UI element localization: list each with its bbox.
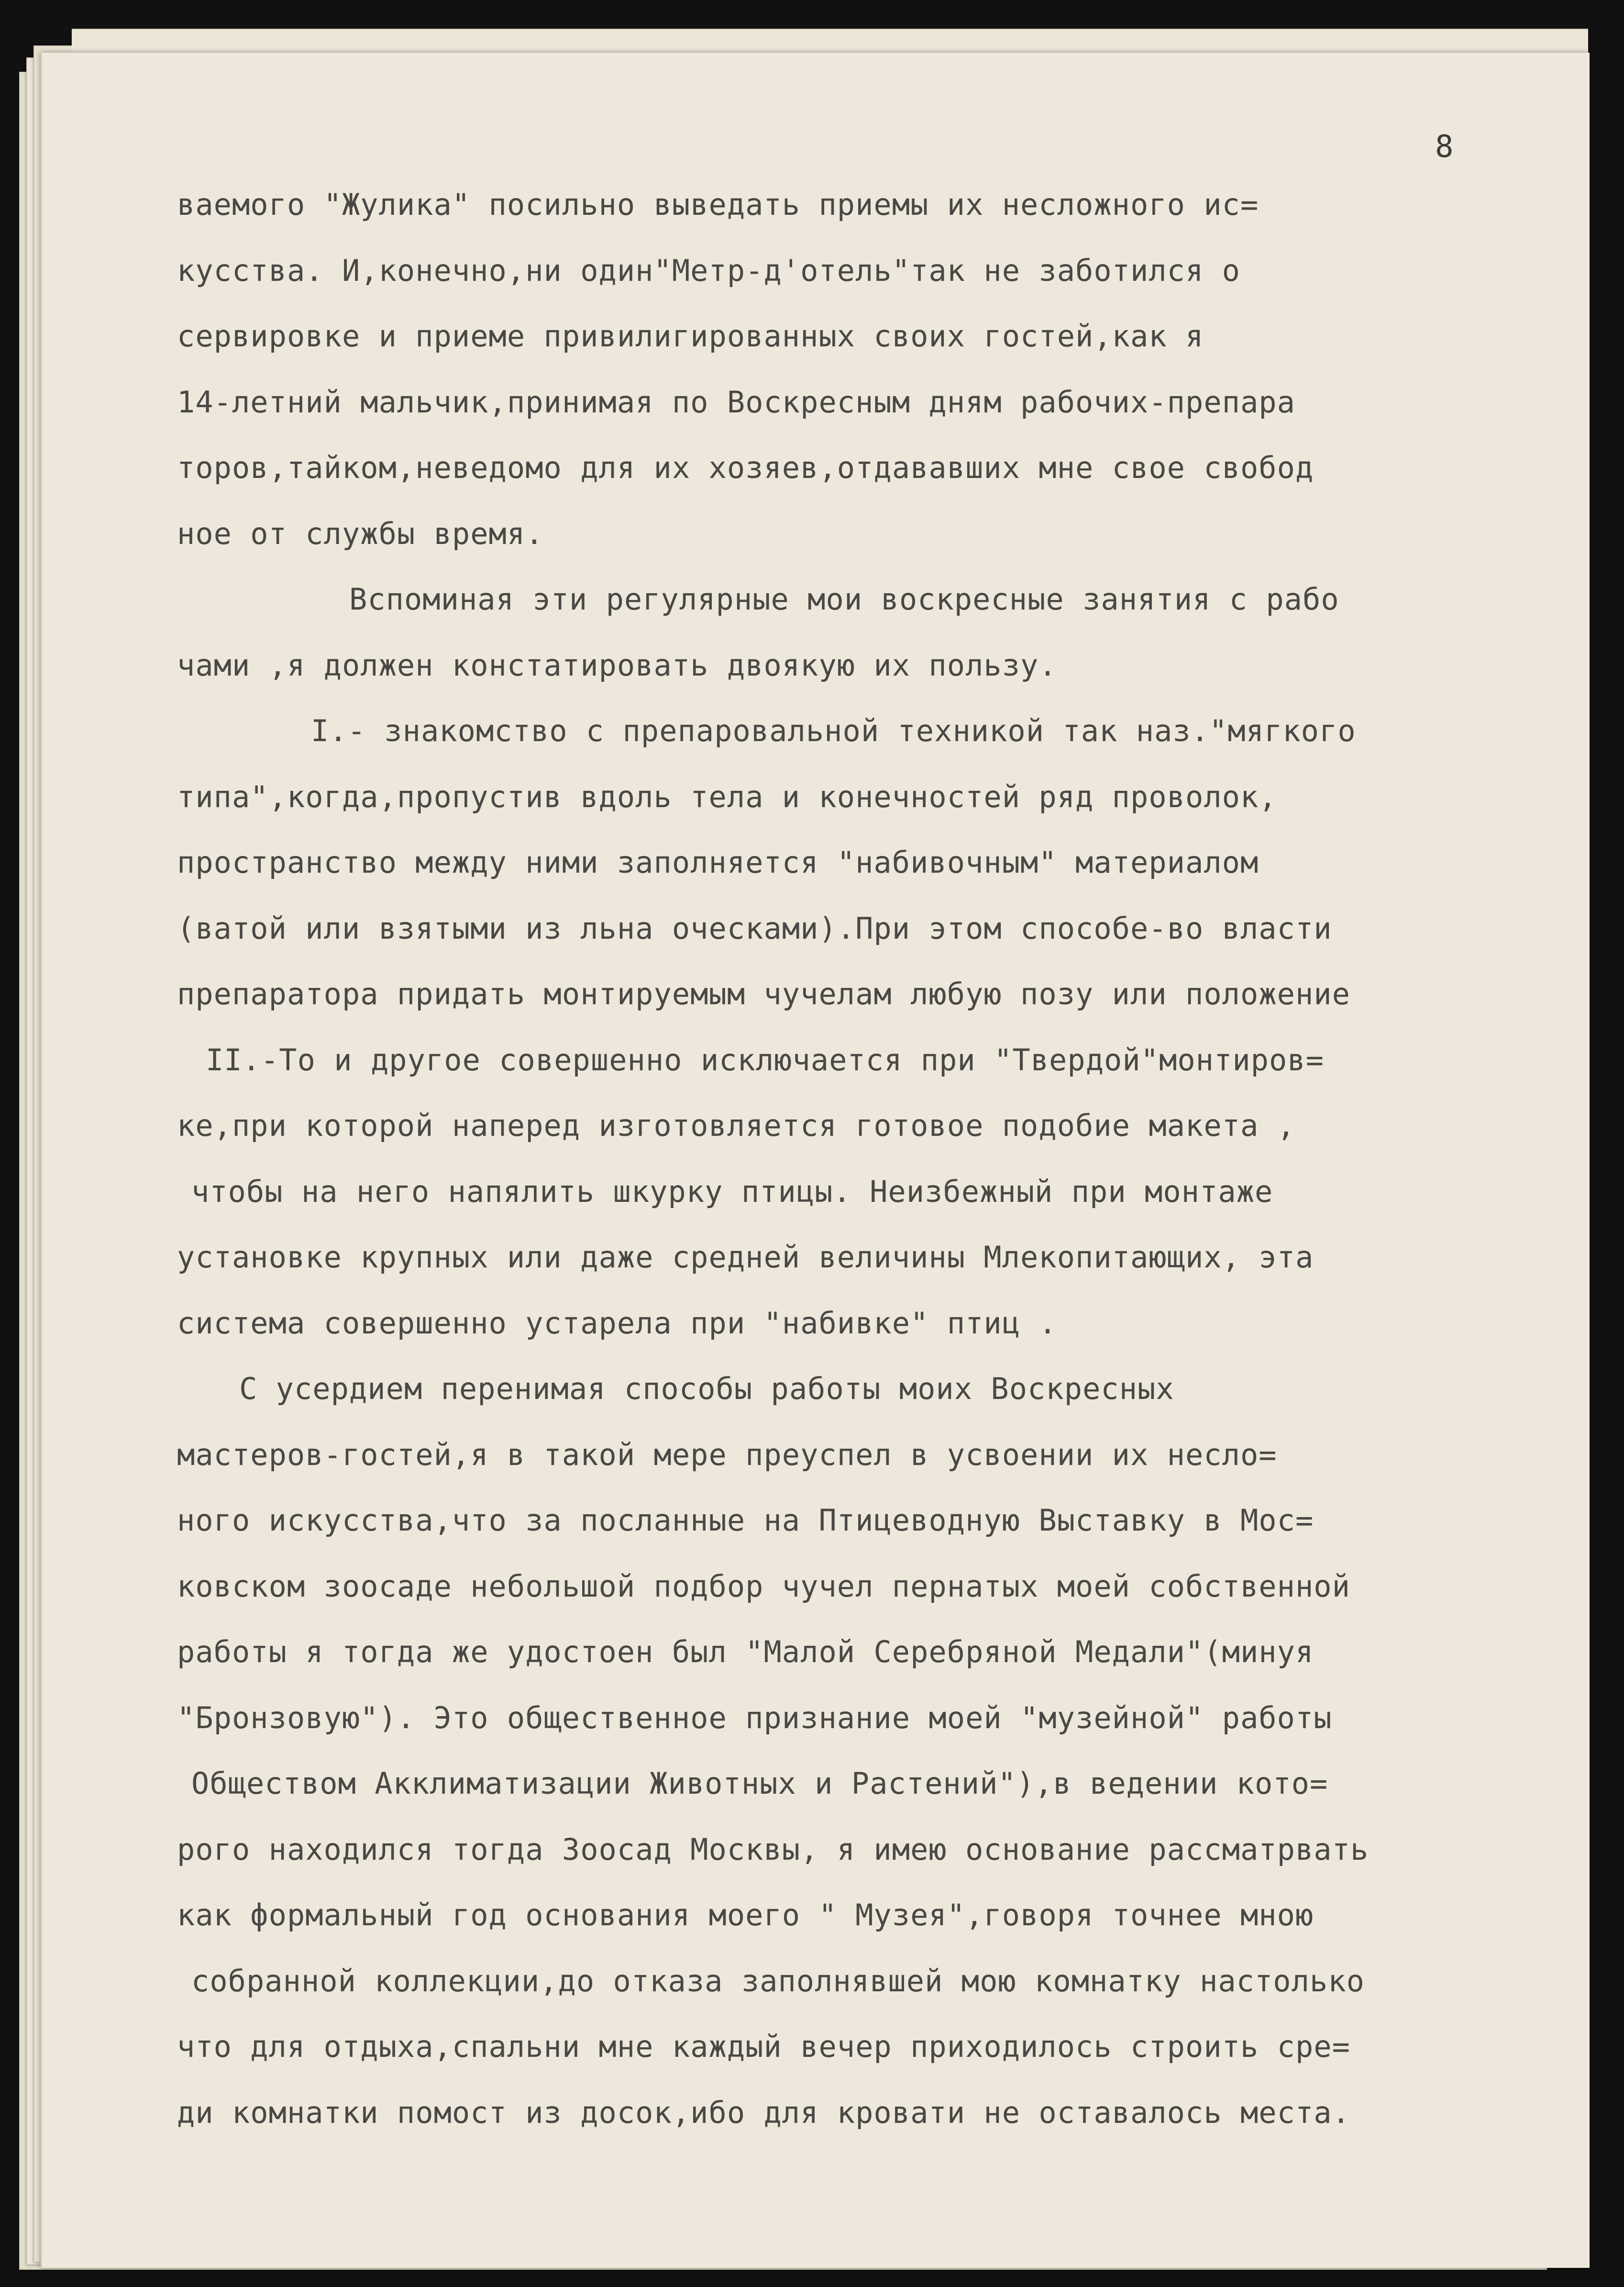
text-line: ке,при которой наперед изготовляется готовое подобие макета , (177, 1108, 1295, 1143)
text-line: С усердием перенимая способы работы моих Воскресных (239, 1371, 1174, 1406)
text-line: рого находился тогда Зоосад Москвы, я имею основание рассматрвать (177, 1832, 1369, 1867)
text-line: что для отдыха,спальни мне каждый вечер приходилось строить сре= (177, 2029, 1350, 2064)
text-line: сервировке и приеме привилигированных своих гостей,как я (177, 319, 1204, 354)
text-line: мастеров-гостей,я в такой мере преуспел в усвоении их несло= (177, 1437, 1277, 1472)
text-line: "Бронзовую"). Это общественное признание моей "музейной" работы (177, 1700, 1332, 1735)
text-line: II.-То и другое совершенно исключается при "Твердой"монтиров= (206, 1042, 1324, 1077)
text-line: система совершенно устарела при "набивке" птиц . (177, 1305, 1057, 1341)
text-line: Обществом Акклиматизации Животных и Растений"),в ведении кото= (191, 1766, 1328, 1801)
text-line: собранной коллекции,до отказа заполнявшей мою комнатку настолько (191, 1963, 1365, 1998)
text-line: установке крупных или даже средней величины Млекопитающих, эта (177, 1240, 1314, 1275)
text-line: типа",когда,пропустив вдоль тела и конечностей ряд проволок, (177, 779, 1277, 814)
text-line: работы я тогда же удостоен был "Малой Серебряной Медали"(минуя (177, 1634, 1314, 1669)
text-line: кусства. И,конечно,ни один"Метр-д'отель"так не заботился о (177, 253, 1240, 288)
text-line: ди комнатки помост из досок,ибо для кровати не оставалось места. (177, 2095, 1350, 2130)
text-line: торов,тайком,неведомо для их хозяев,отдававших мне свое свобод (177, 450, 1314, 485)
text-line: пространство между ними заполняется "набивочным" материалом (177, 845, 1259, 880)
typewritten-text (177, 181, 1550, 2154)
text-line: ное от службы время. (177, 516, 544, 551)
text-line: как формальный год основания моего " Музея",говоря точнее мною (177, 1898, 1314, 1932)
text-line: Вспоминая эти регулярные мои воскресные занятия с рабо (349, 582, 1339, 617)
page-number: 8 (1435, 129, 1454, 165)
text-line: чами ,я должен констатировать двоякую их пользу. (177, 647, 1057, 683)
text-line: препаратора придать монтируемым чучелам любую позу или положение (177, 977, 1350, 1011)
text-line: I.- знакомство с препаровальной техникой так наз."мягкого (311, 713, 1356, 748)
text-line: ного искусства,что за посланные на Птицеводную Выставку в Мос= (177, 1503, 1314, 1538)
text-line: ковском зоосаде небольшой подбор чучел пернатых моей собственной (177, 1568, 1350, 1604)
text-line: ваемого "Жулика" посильно выведать приемы их несложного ис= (177, 187, 1259, 222)
text-line: (ватой или взятыми из льна оческами).При этом способе-во власти (177, 910, 1332, 946)
text-line: чтобы на него напялить шкурку птицы. Неизбежный при монтаже (191, 1174, 1273, 1209)
text-line: 14-летний мальчик,принимая по Воскресным дням рабочих-препара (177, 384, 1295, 420)
